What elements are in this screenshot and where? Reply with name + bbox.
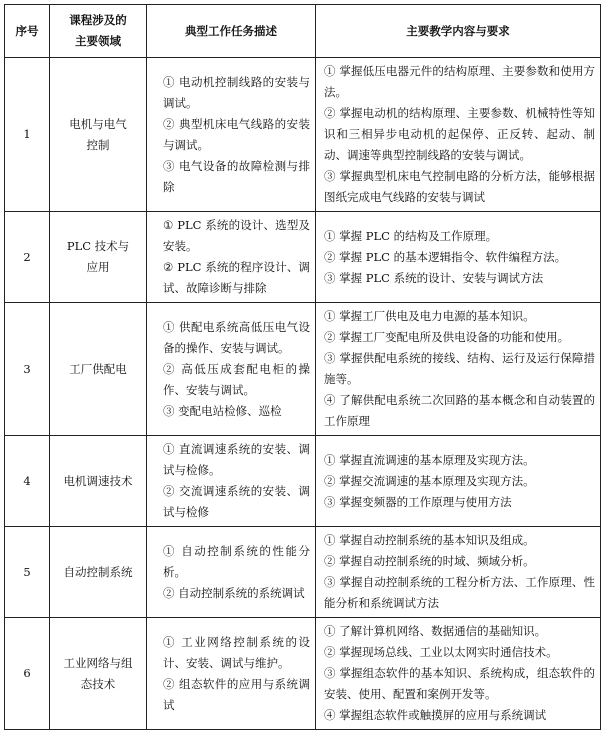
task-item: ② 交流调速系统的安装、调试与检修: [163, 484, 310, 519]
header-index: 序号: [5, 5, 50, 58]
table-row: [5, 527, 601, 618]
row-task-description: [147, 527, 316, 618]
row-domain: 电机与电气 控制: [50, 58, 147, 212]
row-index: 5: [5, 527, 50, 618]
requirement-item: ③ 掌握变频器的工作原理与使用方法: [324, 494, 512, 509]
table-body: [5, 58, 601, 730]
row-task-description: [147, 436, 316, 527]
requirement-item: ② 掌握工厂变配电所及供电设备的功能和使用。: [324, 330, 570, 344]
requirement-item: ① 掌握工厂供电及电力电源的基本知识。: [324, 309, 535, 323]
task-item: ② 自动控制系统的系统调试: [163, 585, 305, 600]
row-requirements: [316, 527, 601, 618]
row-index: 2: [5, 212, 50, 303]
row-requirements: [316, 436, 601, 527]
row-index: 4: [5, 436, 50, 527]
table-row: [5, 303, 601, 436]
row-domain: 电机调速技术: [50, 436, 147, 527]
requirement-item: ③ 掌握自动控制系统的工程分析方法、工作原理、性能分析和系统调试方法: [324, 575, 595, 610]
row-task-description: [147, 618, 316, 730]
row-index: 1: [5, 58, 50, 212]
table-row: [5, 212, 601, 303]
requirement-item: ② 掌握自动控制系统的时域、频域分析。: [324, 554, 535, 568]
table-header-row: [5, 5, 601, 58]
task-item: ① 电动机控制线路的安装与调试。: [163, 74, 310, 110]
row-index: 6: [5, 618, 50, 730]
task-item: ① PLC 系统的设计、选型及安装。: [163, 218, 310, 253]
requirement-item: ① 掌握低压电器元件的结构原理、主要参数和使用方法。: [324, 64, 595, 99]
row-domain: PLC 技术与 应用: [50, 212, 147, 303]
row-task-description: [147, 303, 316, 436]
row-domain: 自动控制系统: [50, 527, 147, 618]
row-requirements: [316, 618, 601, 730]
requirement-item: ② 掌握电动机的结构原理、主要参数、机械特性等知识和三相异步电动机的起保停、正反转、起动、制动、调速等典型控制线路的安装与调试。: [324, 106, 595, 162]
requirement-item: ④ 掌握组态软件或触摸屏的应用与系统调试: [324, 708, 547, 722]
task-item: ② 高低压成套配电柜的操作、安装与调试。: [163, 361, 310, 397]
requirement-item: ① 了解计算机网络、数据通信的基础知识。: [324, 624, 547, 638]
requirement-item: ② 掌握 PLC 的基本逻辑指令、软件编程方法。: [324, 249, 567, 264]
header-task: 典型工作任务描述: [147, 5, 316, 58]
row-index: 3: [5, 303, 50, 436]
requirement-item: ③ 掌握 PLC 系统的设计、安装与调试方法: [324, 270, 544, 285]
requirement-item: ① 掌握直流调速的基本原理及实现方法。: [324, 452, 535, 467]
requirement-item: ④ 了解供配电系统二次回路的基本概念和自动装置的工作原理: [324, 393, 595, 428]
requirement-item: ① 掌握自动控制系统的基本知识及组成。: [324, 533, 535, 547]
task-item: ① 供配电系统高低压电气设备的操作、安装与调试。: [163, 319, 310, 355]
curriculum-table: [4, 4, 601, 730]
requirement-item: ③ 掌握组态软件的基本知识、系统构成，组态软件的安装、使用、配置和案例开发等。: [324, 666, 595, 701]
requirement-item: ① 掌握 PLC 的结构及工作原理。: [324, 228, 498, 243]
task-item: ① 直流调速系统的安装、调试与检修。: [163, 442, 310, 477]
requirement-item: ③ 掌握供配电系统的接线、结构、运行及运行保障措施等。: [324, 351, 595, 386]
task-item: ① 自动控制系统的性能分析。: [163, 543, 310, 579]
row-requirements: [316, 303, 601, 436]
task-item: ② 组态软件的应用与系统调试: [163, 676, 310, 712]
row-task-description: [147, 58, 316, 212]
table-row: [5, 618, 601, 730]
row-requirements: [316, 212, 601, 303]
requirement-item: ② 掌握交流调速的基本原理及实现方法。: [324, 473, 535, 488]
task-item: ③ 电气设备的故障检测与排除: [163, 158, 310, 194]
task-item: ② PLC 系统的程序设计、调试、故障诊断与排除: [163, 260, 310, 295]
row-domain: 工业网络与组 态技术: [50, 618, 147, 730]
header-requirements: 主要教学内容与要求: [316, 5, 601, 58]
table-row: [5, 58, 601, 212]
row-requirements: [316, 58, 601, 212]
task-item: ① 工业网络控制系统的设计、安装、调试与维护。: [163, 634, 310, 670]
header-domain: 课程涉及的 主要领域: [50, 5, 147, 58]
row-domain: 工厂供配电: [50, 303, 147, 436]
task-item: ③ 变配电站检修、巡检: [163, 403, 282, 418]
requirement-item: ③ 掌握典型机床电气控制电路的分析方法，能够根据图纸完成电气线路的安装与调试: [324, 169, 595, 204]
table-row: [5, 436, 601, 527]
row-task-description: [147, 212, 316, 303]
task-item: ② 典型机床电气线路的安装与调试。: [163, 116, 310, 152]
requirement-item: ② 掌握现场总线、工业以太网实时通信技术。: [324, 645, 558, 659]
